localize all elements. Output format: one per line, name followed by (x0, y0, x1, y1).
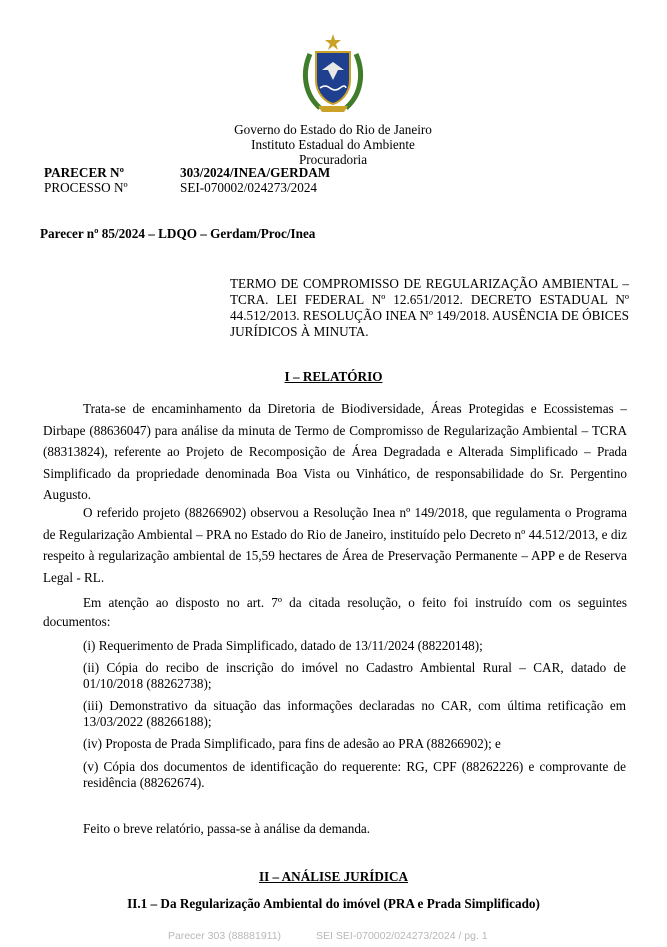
list-item: (ii) Cópia do recibo de inscrição do imóvel no Cadastro Ambiental Rural – CAR, datado de 01/10/2018 (88262738); (83, 660, 626, 691)
list-item: (i) Requerimento de Prada Simplificado, datado de 13/11/2024 (88220148); (83, 638, 483, 653)
gov-line: Governo do Estado do Rio de Janeiro (234, 122, 432, 137)
paragraph-relatorio-3: Em atenção ao disposto no art. 7º da citada resolução, o feito foi instruído com os seguintes documentos: (43, 595, 627, 629)
coat-of-arms-emblem (300, 32, 366, 114)
paragraph-relatorio-1: Trata-se de encaminhamento da Diretoria de Biodiversidade, Áreas Protegidas e Ecossistemas – Dirbape (88636047) para análise da minuta de Termo de Compromisso de Regularização Ambiental – TCRA (88313824), referente ao Projeto de Recomposição de Área Degradada e Alterada Simplificado – Prada Simplificado da propriedade denominada Boa Vista ou Vinhático, de responsabilidade do Sr. Pergentino Augusto. (43, 401, 627, 502)
footer-process-page: SEI SEI-070002/024273/2024 / pg. 1 (316, 930, 488, 942)
subsection-heading: II.1 – Da Regularização Ambiental do imóvel (PRA e Prada Simplificado) (127, 896, 540, 911)
list-item: (v) Cópia dos documentos de identificação do requerente: RG, CPF (88262226) e comprovante de residência (88262674). (83, 759, 626, 790)
footer-document-ref: Parecer 303 (88881911) (168, 930, 282, 942)
parecer-label: PARECER Nº (44, 165, 124, 180)
institute-line: Instituto Estadual do Ambiente (251, 137, 415, 152)
section-heading-relatorio: I – RELATÓRIO (284, 369, 383, 384)
processo-value: SEI-070002/024273/2024 (180, 180, 318, 195)
closing-sentence: Feito o breve relatório, passa-se à análise da demanda. (83, 821, 371, 836)
list-item: (iv) Proposta de Prada Simplificado, para fins de adesão ao PRA (88266902); e (83, 736, 501, 751)
letterhead (183, 122, 483, 168)
document-title: Parecer nº 85/2024 – LDQO – Gerdam/Proc/Inea (40, 226, 316, 241)
ementa: TERMO DE COMPROMISSO DE REGULARIZAÇÃO AMBIENTAL – TCRA. LEI FEDERAL Nº 12.651/2012. DECRETO ESTADUAL Nº 44.512/2013. RESOLUÇÃO INEA Nº 149/2018. AUSÊNCIA DE ÓBICES JURÍDICOS À MINUTA. (230, 276, 629, 339)
processo-label: PROCESSO Nº (44, 180, 128, 195)
department-line: Procuradoria (298, 152, 368, 167)
list-item: (iii) Demonstrativo da situação das informações declaradas no CAR, com última retificação em 13/03/2022 (88266188); (83, 698, 626, 729)
paragraph-relatorio-2: O referido projeto (88266902) observou a Resolução Inea nº 149/2018, que regulamenta o Programa de Regularização Ambiental – PRA no Estado do Rio de Janeiro, instituído pelo Decreto nº 44.512/2013, e diz respeito à regularização ambiental de 15,59 hectares de Área de Preservação Permanente – APP e de Reserva Legal - RL. (43, 505, 627, 585)
parecer-value: 303/2024/INEA/GERDAM (180, 165, 331, 180)
section-heading-analise: II – ANÁLISE JURÍDICA (258, 869, 409, 884)
